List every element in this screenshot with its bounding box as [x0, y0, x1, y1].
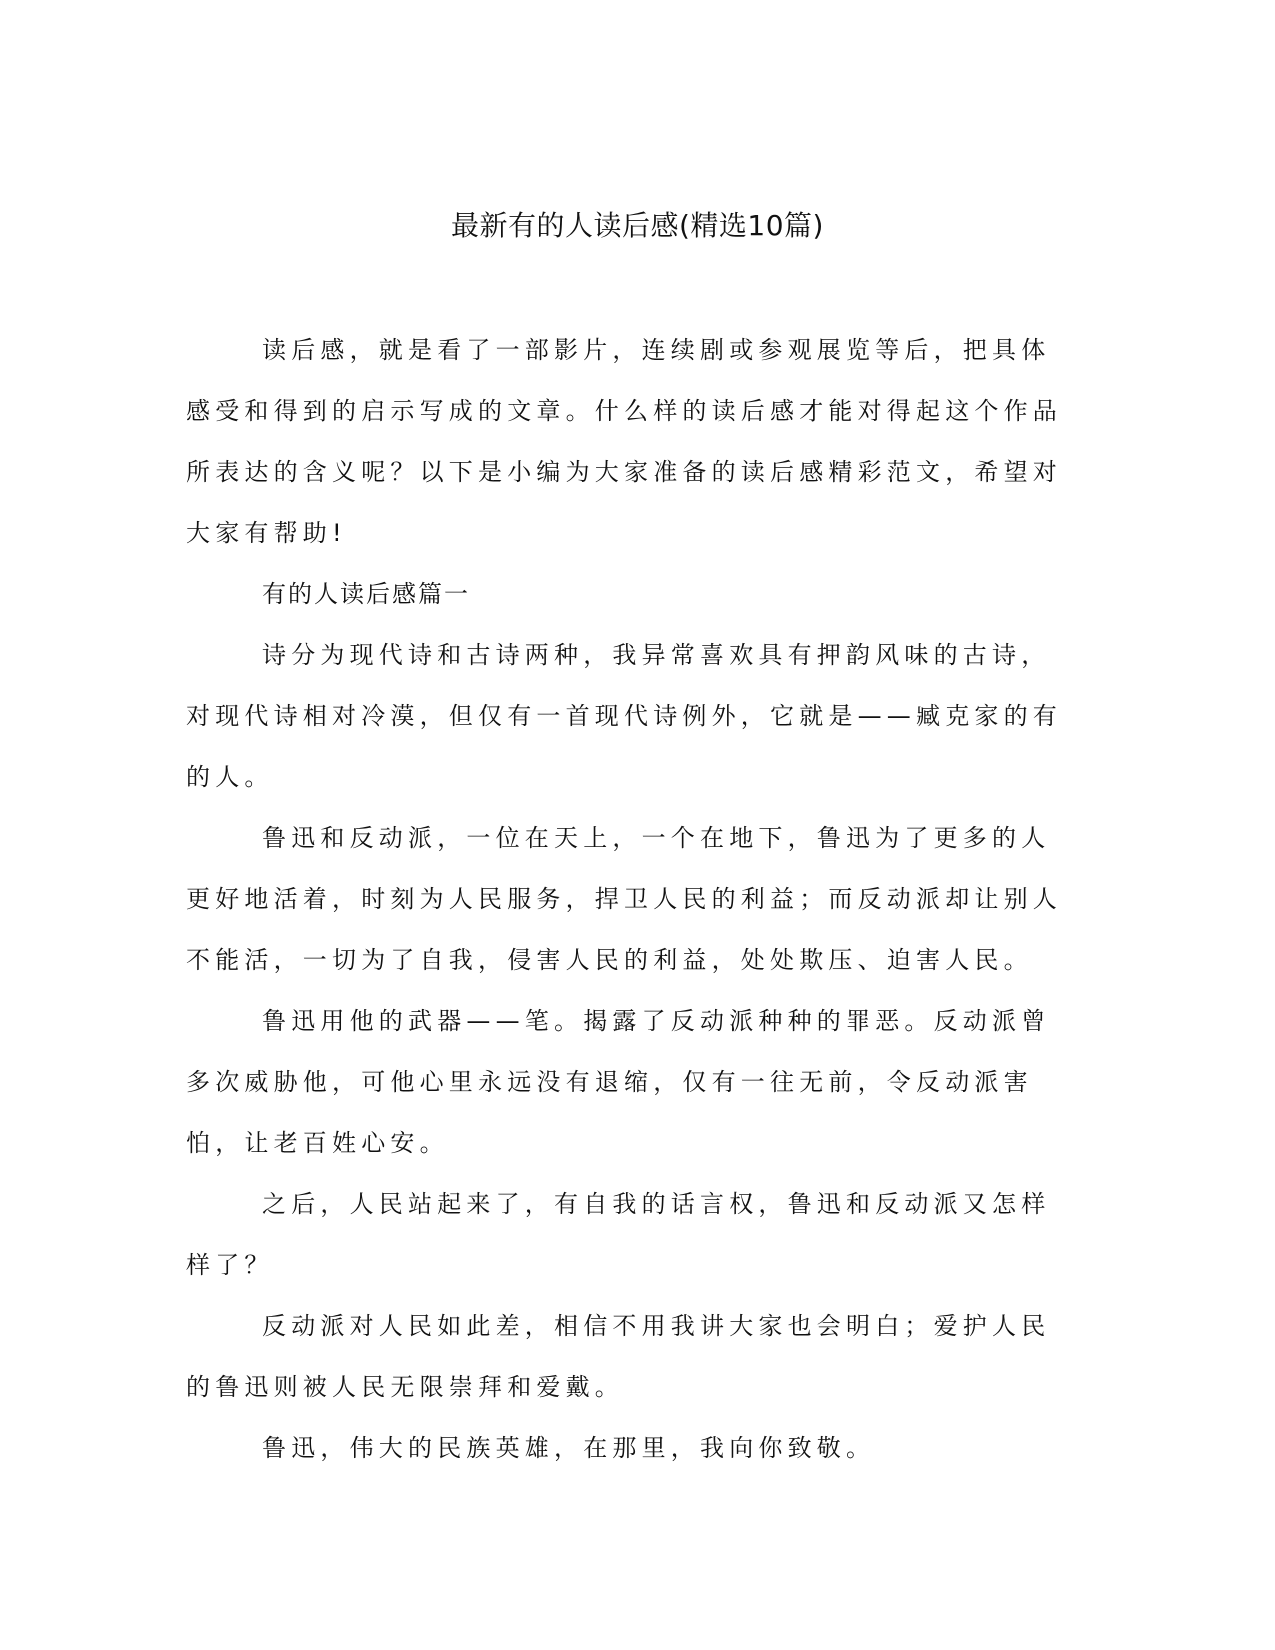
intro-paragraph: 读后感，就是看了一部影片，连续剧或参观展览等后，把具体感受和得到的启示写成的文章。什么样的读后感才能对得起这个作品所表达的含义呢？以下是小编为大家准备的读后感精彩范文，希望对大家有帮助!	[186, 336, 1062, 547]
body-paragraph: 鲁迅，伟大的民族英雄，在那里，我向你致敬。	[262, 1434, 876, 1462]
document-title: 最新有的人读后感(精选10篇)	[451, 209, 824, 242]
document-body	[186, 320, 1070, 1479]
section-heading: 有的人读后感篇一	[262, 580, 470, 608]
body-paragraph: 鲁迅和反动派，一位在天上，一个在地下，鲁迅为了更多的人更好地活着，时刻为人民服务，捍卫人民的利益；而反动派却让别人不能活，一切为了自我，侵害人民的利益，处处欺压、迫害人民。	[186, 824, 1062, 974]
body-paragraph: 之后，人民站起来了，有自我的话言权，鲁迅和反动派又怎样样了？	[186, 1190, 1051, 1279]
body-paragraph: 诗分为现代诗和古诗两种，我异常喜欢具有押韵风味的古诗，对现代诗相对冷漠，但仅有一首现代诗例外，它就是——臧克家的有的人。	[186, 641, 1062, 791]
body-paragraph: 鲁迅用他的武器——笔。揭露了反动派种种的罪恶。反动派曾多次威胁他，可他心里永远没有退缩，仅有一往无前，令反动派害怕，让老百姓心安。	[186, 1007, 1051, 1157]
body-paragraph: 反动派对人民如此差，相信不用我讲大家也会明白；爱护人民的鲁迅则被人民无限崇拜和爱戴。	[186, 1312, 1051, 1401]
